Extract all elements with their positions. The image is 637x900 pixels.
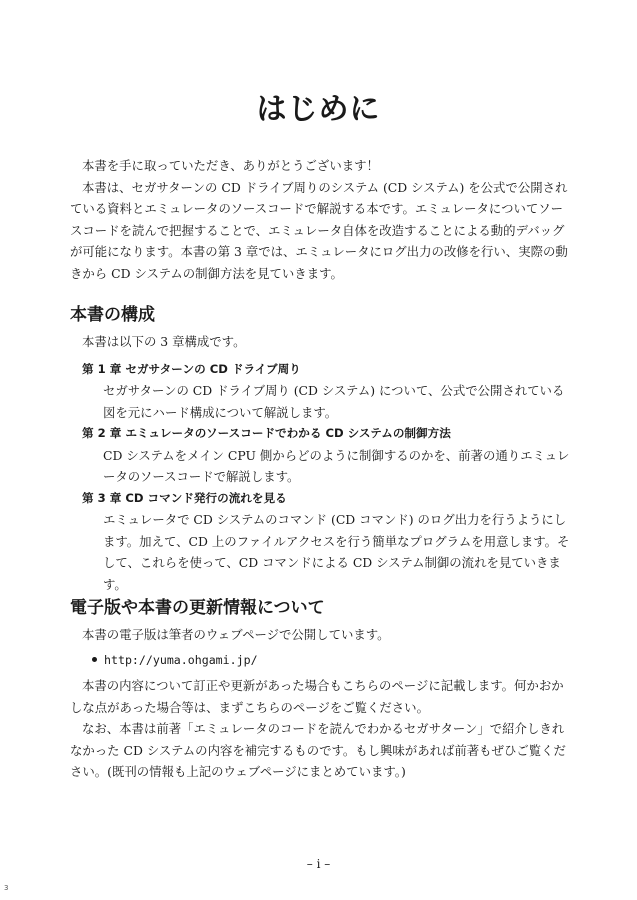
chapter-3-description: エミュレータで CD システムのコマンド (CD コマンド) のログ出力を行うようにします。加えて、CD 上のファイルアクセスを行う簡単なプログラムを用意します。そして、これらを使って、CD コマンドによる CD システム制御の流れを見ていきます。 xyxy=(103,512,570,592)
page-title: はじめに xyxy=(256,92,381,127)
bullet-icon xyxy=(92,657,97,662)
chapter-2-title: 第 2 章 エミュレータのソースコードでわかる CD システムの制御方法 xyxy=(82,426,451,440)
page-number: – i – xyxy=(306,857,331,871)
updates-paragraph-1: 本書の電子版は筆者のウェブページで公開しています。 xyxy=(82,627,390,642)
intro-paragraph-1: 本書を手に取っていただき、ありがとうございます！ xyxy=(82,158,379,173)
chapter-1-title: 第 1 章 セガサターンの CD ドライブ周り xyxy=(82,361,301,376)
corner-mark: 3 xyxy=(4,884,9,892)
updates-paragraph-2: 本書の内容について訂正や更新があった場合もこちらのページに記載します。何かおかしな点があった場合等は、まずこちらのページをご覧ください。 xyxy=(70,678,564,715)
updates-paragraph-3: なお、本書は前著「エミュレータのコードを読んでわかるセガサターン」で紹介しきれなかった CD システムの内容を補完するものです。もし興味があれば前著もぜひご覧ください。(既刊の情報も上記のウェブページにまとめています。) xyxy=(70,721,566,779)
chapter-1-description: セガサターンの CD ドライブ周り (CD システム) について、公式で公開されている図を元にハード構成について解説します。 xyxy=(103,383,565,420)
structure-lead: 本書は以下の 3 章構成です。 xyxy=(82,334,246,349)
intro-paragraph-2: 本書は、セガサターンの CD ドライブ周りのシステム (CD システム) を公式で公開されている資料とエミュレータのソースコードで解説する本です。エミュレータについてソースコードを読んで把握することで、エミュレータ自体を改造することによる動的デバッグが可能になります。本書の第 3 章では、エミュレータにログ出力の改修を行い、実際の動きから CD システムの制御方法を見ていきます。 xyxy=(70,179,568,281)
updates-heading: 電子版や本書の更新情報について xyxy=(70,598,325,618)
structure-section xyxy=(70,331,570,595)
structure-heading: 本書の構成 xyxy=(70,305,155,325)
url-list-item xyxy=(70,650,570,672)
web-page-url[interactable]: http://yuma.ohgami.jp/ xyxy=(104,652,258,667)
chapter-2-description: CD システムをメイン CPU 側からどのように制御するのかを、前著の通りエミュレータのソースコードで解説します。 xyxy=(103,447,570,484)
updates-section xyxy=(70,624,570,783)
intro-section xyxy=(70,155,570,284)
chapter-3-title: 第 3 章 CD コマンド発行の流れを見る xyxy=(82,490,287,505)
